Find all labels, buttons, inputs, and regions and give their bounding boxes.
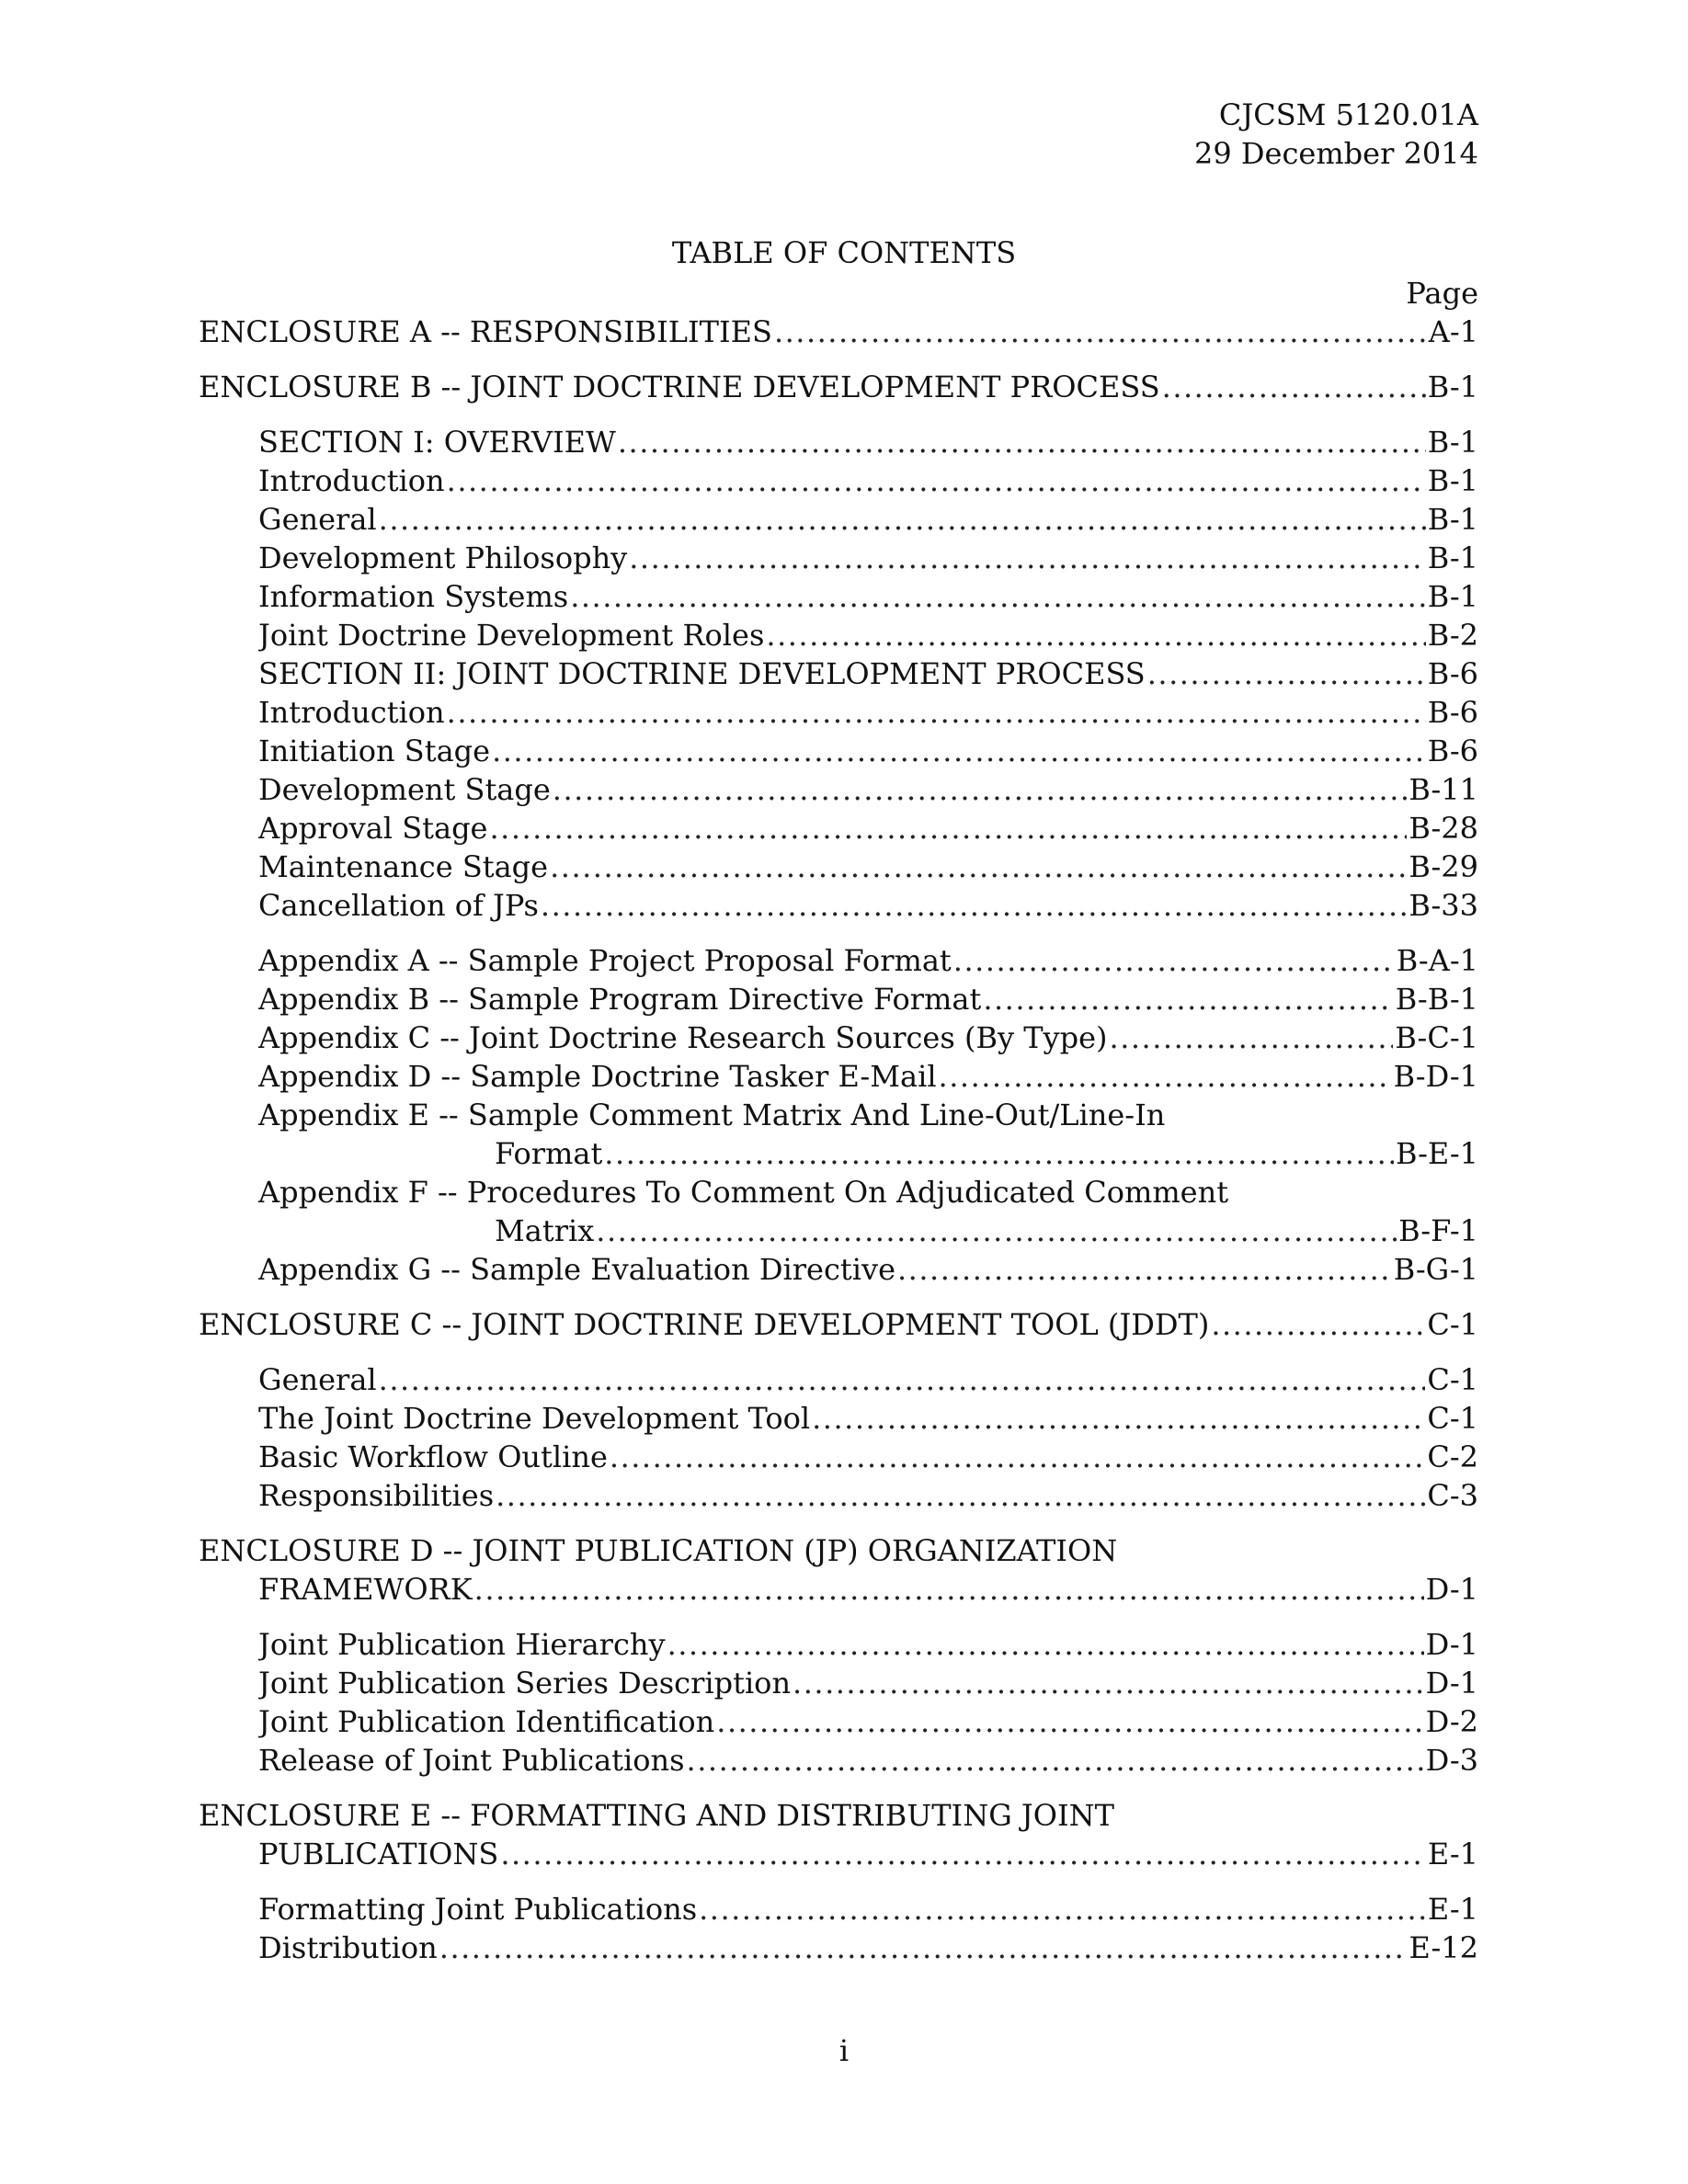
toc-entry-enclosure-d-title[interactable]: ENCLOSURE D -- JOINT PUBLICATION (JP) ORGANIZATION <box>199 1533 1118 1568</box>
toc-entry-appendix-g[interactable]: Appendix G -- Sample Evaluation Directive ..... B-G-1 <box>258 1250 1478 1289</box>
toc-entry[interactable]: Distribution ..... E-12 <box>258 1928 1478 1967</box>
toc-entry-enclosure-d[interactable]: FRAMEWORK ..... D-1 <box>258 1570 1478 1609</box>
toc-entry-appendix-e-title[interactable]: Appendix E -- Sample Comment Matrix And Line-Out/Line-In <box>258 1098 1166 1132</box>
toc-entry[interactable]: Introduction ..... B-1 <box>258 461 1478 500</box>
toc-entry[interactable]: Initiation Stage ..... B-6 <box>258 732 1478 770</box>
toc-entry-enclosure-a[interactable]: ENCLOSURE A -- RESPONSIBILITIES ..... A-1 <box>199 313 1478 351</box>
toc-entry[interactable]: Joint Doctrine Development Roles ..... B-2 <box>258 616 1478 654</box>
toc-entry[interactable]: Release of Joint Publications ..... D-3 <box>258 1741 1478 1780</box>
toc-entry[interactable]: Basic Workflow Outline ..... C-2 <box>258 1438 1478 1476</box>
toc-entry[interactable]: Cancellation of JPs ..... B-33 <box>258 886 1478 925</box>
toc-entry-appendix-f[interactable]: Matrix ..... B-F-1 <box>495 1211 1478 1250</box>
document-number: CJCSM 5120.01A <box>1218 97 1478 132</box>
toc-title: TABLE OF CONTENTS <box>671 235 1017 270</box>
document-date: 29 December 2014 <box>1193 136 1478 171</box>
toc-entry[interactable]: Joint Publication Identification ..... D-2 <box>258 1702 1478 1741</box>
toc-entry-enclosure-e[interactable]: PUBLICATIONS ..... E-1 <box>258 1835 1478 1873</box>
toc-entry[interactable]: Development Philosophy ..... B-1 <box>258 539 1478 577</box>
toc-entry-appendix-b[interactable]: Appendix B -- Sample Program Directive Format ..... B-B-1 <box>258 980 1478 1018</box>
toc-entry-appendix-c[interactable]: Appendix C -- Joint Doctrine Research Sources (By Type) ..... B-C-1 <box>258 1018 1478 1057</box>
toc-entry[interactable]: General ..... C-1 <box>258 1360 1478 1399</box>
toc-entry[interactable]: Formatting Joint Publications ..... E-1 <box>258 1890 1478 1928</box>
toc-entry[interactable]: Approval Stage ..... B-28 <box>258 809 1478 847</box>
toc-entry-section-ii[interactable]: SECTION II: JOINT DOCTRINE DEVELOPMENT PROCESS ..... B-6 <box>258 654 1478 693</box>
toc-entry-enclosure-b[interactable]: ENCLOSURE B -- JOINT DOCTRINE DEVELOPMENT PROCESS ..... B-1 <box>199 368 1478 406</box>
toc-entry[interactable]: General ..... B-1 <box>258 500 1478 539</box>
toc-entry-appendix-d[interactable]: Appendix D -- Sample Doctrine Tasker E-Mail ..... B-D-1 <box>258 1057 1478 1096</box>
toc-entry-appendix-f-title[interactable]: Appendix F -- Procedures To Comment On Adjudicated Comment <box>258 1175 1229 1210</box>
toc-entry-appendix-a[interactable]: Appendix A -- Sample Project Proposal Format ..... B-A-1 <box>258 941 1478 980</box>
toc-entry-section-i[interactable]: SECTION I: OVERVIEW ..... B-1 <box>258 423 1478 461</box>
toc-entry[interactable]: Introduction ..... B-6 <box>258 693 1478 732</box>
page-column-label: Page <box>1406 276 1478 311</box>
toc-entry-appendix-e[interactable]: Format ..... B-E-1 <box>495 1134 1478 1173</box>
page-number: i <box>838 2033 850 2068</box>
toc-entry[interactable]: Joint Publication Hierarchy ..... D-1 <box>258 1625 1478 1664</box>
toc-entry[interactable]: Joint Publication Series Description ..... D-1 <box>258 1664 1478 1702</box>
toc-entry-enclosure-e-title[interactable]: ENCLOSURE E -- FORMATTING AND DISTRIBUTING JOINT <box>199 1798 1114 1833</box>
toc-entry[interactable]: The Joint Doctrine Development Tool ..... C-1 <box>258 1399 1478 1438</box>
toc-entry[interactable]: Development Stage ..... B-11 <box>258 770 1478 809</box>
document-header <box>1194 96 1478 173</box>
toc-entry[interactable]: Information Systems ..... B-1 <box>258 577 1478 616</box>
toc-entry-enclosure-c[interactable]: ENCLOSURE C -- JOINT DOCTRINE DEVELOPMENT TOOL (JDDT) ..... C-1 <box>199 1305 1478 1344</box>
toc-entry[interactable]: Maintenance Stage ..... B-29 <box>258 847 1478 886</box>
toc-entry[interactable]: Responsibilities ..... C-3 <box>258 1476 1478 1515</box>
